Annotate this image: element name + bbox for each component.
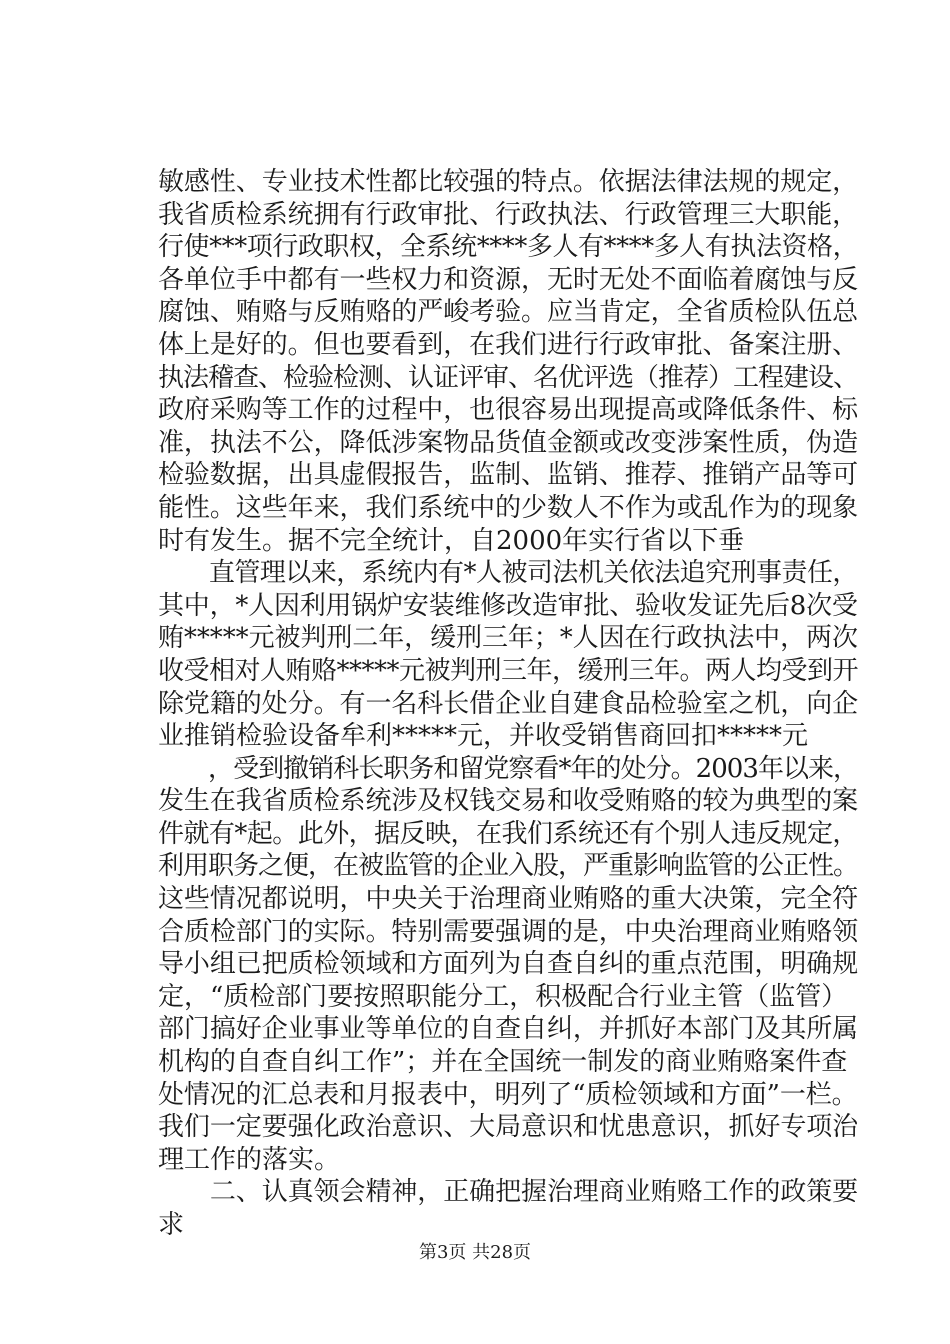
text-line: 能性。这些年来，我们系统中的少数人不作为或乱作为的现象	[158, 492, 859, 523]
text-line: 准，执法不公，降低涉案物品货值金额或改变涉案性质，伪造	[158, 427, 859, 458]
text-line: 政府采购等工作的过程中，也很容易出现提高或降低条件、标	[158, 395, 859, 426]
text-line: 求	[158, 1210, 185, 1240]
text-line: 二、认真领会精神，正确把握治理商业贿赂工作的政策要	[158, 1177, 859, 1208]
text-line: 直管理以来，系统内有*人被司法机关依法追究刑事责任，	[158, 558, 858, 589]
text-line: 行使***项行政职权，全系统****多人有****多人有执法资格，	[158, 232, 859, 263]
text-line: 其中，*人因利用锅炉安装维修改造审批、验收发证先后8次受	[158, 590, 858, 621]
text-line: 体上是好的。但也要看到，在我们进行行政审批、备案注册、	[158, 329, 859, 360]
text-line: 腐蚀、贿赂与反贿赂的严峻考验。应当肯定，全省质检队伍总	[158, 297, 859, 328]
text-line: 收受相对人贿赂*****元被判刑三年，缓刑三年。两人均受到开	[158, 655, 859, 686]
text-line: 我省质检系统拥有行政审批、行政执法、行政管理三大职能，	[158, 199, 859, 230]
text-line: 机构的自查自纠工作”；并在全国统一制发的商业贿赂案件查	[158, 1047, 848, 1078]
page-footer	[0, 1238, 950, 1264]
text-line: 我们一定要强化政治意识、大局意识和忧患意识，抓好专项治	[158, 1112, 859, 1143]
text-line: 敏感性、专业技术性都比较强的特点。依据法律法规的规定，	[158, 167, 859, 197]
text-line: 除党籍的处分。有一名科长借企业自建食品检验室之机，向企	[158, 688, 859, 719]
text-line: 合质检部门的实际。特别需要强调的是，中央治理商业贿赂领	[158, 916, 859, 947]
text-line: 定，“质检部门要按照职能分工，积极配合行业主管（监管）	[158, 981, 848, 1012]
text-line: 处情况的汇总表和月报表中，明列了“质检领域和方面”一栏。	[158, 1079, 858, 1110]
text-line: 件就有*起。此外，据反映，在我们系统还有个别人违反规定，	[158, 818, 858, 849]
text-line: 时有发生。据不完全统计，自2000年实行省以下垂	[158, 525, 745, 556]
text-line: 贿*****元被判刑二年，缓刑三年；*人因在行政执法中，两次	[158, 623, 858, 654]
text-line: ，受到撤销科长职务和留党察看*年的处分。2003年以来，	[158, 753, 859, 784]
text-line: 理工作的落实。	[158, 1144, 341, 1175]
text-line: 各单位手中都有一些权力和资源，无时无处不面临着腐蚀与反	[158, 264, 859, 295]
text-line: 执法稽查、检验检测、认证评审、名优评选（推荐）工程建设、	[158, 362, 859, 393]
text-line: 利用职务之便，在被监管的企业入股，严重影响监管的公正性。	[158, 851, 859, 882]
page-number-label: 第3页 共28页	[418, 1242, 532, 1263]
document-body	[158, 166, 858, 1242]
text-line: 导小组已把质检领域和方面列为自查自纠的重点范围，明确规	[158, 949, 859, 980]
text-line: 这些情况都说明，中央关于治理商业贿赂的重大决策，完全符	[158, 884, 859, 915]
text-line: 部门搞好企业事业等单位的自查自纠，并抓好本部门及其所属	[158, 1014, 859, 1045]
text-line: 发生在我省质检系统涉及权钱交易和收受贿赂的较为典型的案	[158, 786, 859, 817]
text-line: 业推销检验设备牟利*****元，并收受销售商回扣*****元	[158, 721, 809, 752]
text-line: 检验数据，出具虚假报告，监制、监销、推荐、推销产品等可	[158, 460, 859, 491]
